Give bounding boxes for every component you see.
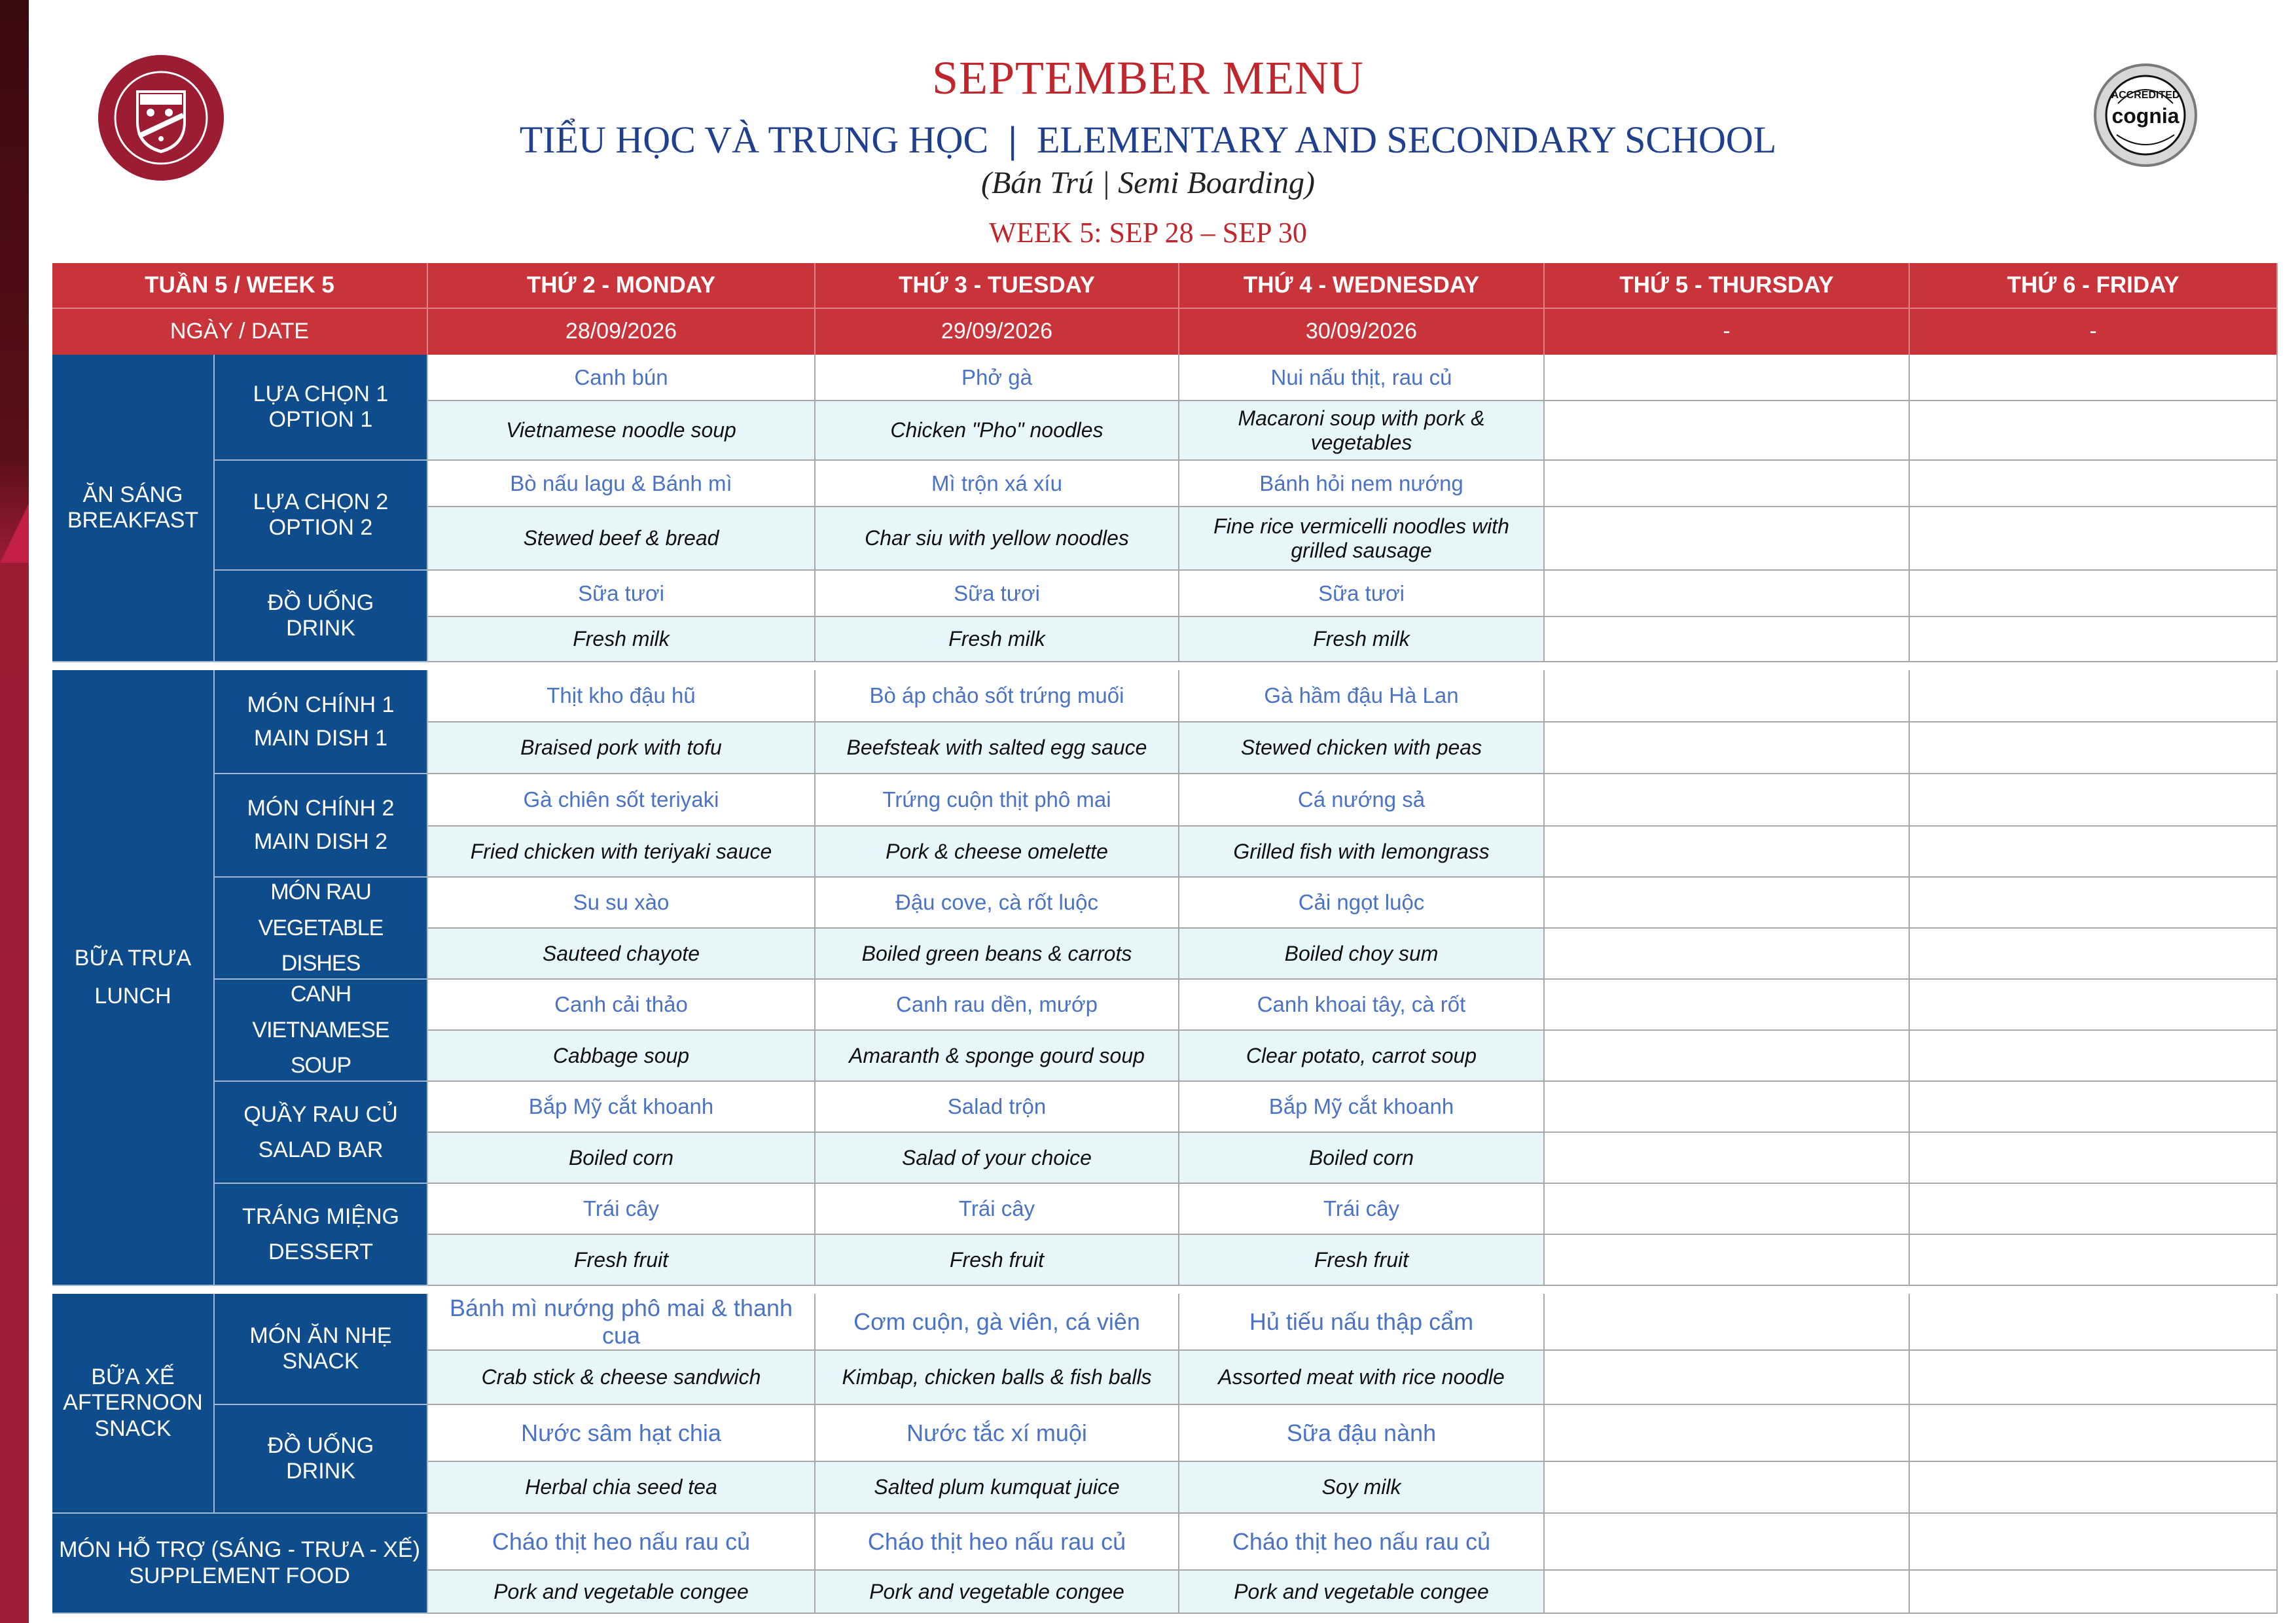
- empty-cell: [1910, 878, 2278, 929]
- dish-en: Kimbap, chicken balls & fish balls: [816, 1351, 1179, 1405]
- week-header: TUẦN 5 / WEEK 5: [52, 263, 428, 309]
- dish-vn: Cải ngọt luộc: [1179, 878, 1545, 929]
- dish-vn: Sữa tươi: [1179, 571, 1545, 617]
- dish-en: Boiled choy sum: [1179, 929, 1545, 980]
- dish-vn: Canh khoai tây, cà rốt: [1179, 980, 1545, 1031]
- dish-vn: Gà hầm đậu Hà Lan: [1179, 670, 1545, 722]
- subtitle-separator: |: [1008, 118, 1017, 161]
- category-breakfast-option-1: LỰA CHỌN 1 OPTION 1: [215, 355, 428, 461]
- empty-cell: [1545, 980, 1910, 1031]
- empty-cell: [1545, 571, 1910, 617]
- dish-vn: Cháo thịt heo nấu rau củ: [1179, 1514, 1545, 1571]
- dish-vn: Trứng cuộn thịt phô mai: [816, 774, 1179, 827]
- dish-vn: Sữa tươi: [428, 571, 816, 617]
- dish-en: Boiled corn: [428, 1133, 816, 1184]
- dish-vn: Canh bún: [428, 355, 816, 401]
- dish-en: Crab stick & cheese sandwich: [428, 1351, 816, 1405]
- subtitle-vietnamese: TIỂU HỌC VÀ TRUNG HỌC: [519, 118, 989, 161]
- dish-en: Macaroni soup with pork & vegetables: [1179, 401, 1545, 461]
- menu-table: [52, 263, 2278, 1614]
- dish-en: Salad of your choice: [816, 1133, 1179, 1184]
- empty-cell: [1910, 1351, 2278, 1405]
- empty-cell: [1545, 774, 1910, 827]
- day-header-monday: THỨ 2 - MONDAY: [428, 263, 816, 309]
- week-range: WEEK 5: SEP 28 – SEP 30: [989, 217, 1307, 249]
- empty-cell: [1910, 461, 2278, 507]
- dish-en: Boiled green beans & carrots: [816, 929, 1179, 980]
- dish-en: Soy milk: [1179, 1462, 1545, 1514]
- date-thursday: -: [1545, 309, 1910, 355]
- dish-vn: Nui nấu thịt, rau củ: [1179, 355, 1545, 401]
- dish-en: Fresh fruit: [816, 1235, 1179, 1286]
- dish-en: Fine rice vermicelli noodles with grilled sausage: [1179, 507, 1545, 571]
- dish-en: Assorted meat with rice noodle: [1179, 1351, 1545, 1405]
- empty-cell: [1910, 1133, 2278, 1184]
- day-header-tuesday: THỨ 3 - TUESDAY: [816, 263, 1179, 309]
- dish-en: Vietnamese noodle soup: [428, 401, 816, 461]
- empty-cell: [1545, 1462, 1910, 1514]
- dish-vn: Trái cây: [428, 1184, 816, 1235]
- empty-cell: [1910, 1405, 2278, 1462]
- empty-cell: [1910, 401, 2278, 461]
- empty-cell: [1910, 670, 2278, 722]
- empty-cell: [1910, 1462, 2278, 1514]
- dish-vn: Bò nấu lagu & Bánh mì: [428, 461, 816, 507]
- dish-en: Stewed chicken with peas: [1179, 722, 1545, 774]
- dish-vn: Bắp Mỹ cắt khoanh: [428, 1082, 816, 1133]
- empty-cell: [1910, 1571, 2278, 1614]
- empty-cell: [1545, 461, 1910, 507]
- dish-en: Fresh milk: [1179, 617, 1545, 662]
- category-vegetable-dishes: MÓN RAU VEGETABLE DISHES: [215, 878, 428, 980]
- dish-en: Char siu with yellow noodles: [816, 507, 1179, 571]
- dish-vn: Cá nướng sả: [1179, 774, 1545, 827]
- meal-label-supplement: MÓN HỖ TRỢ (SÁNG - TRƯA - XẾ) SUPPLEMENT FOOD: [52, 1514, 428, 1614]
- empty-cell: [1545, 1031, 1910, 1082]
- dish-en: Stewed beef & bread: [428, 507, 816, 571]
- boarding-label: (Bán Trú | Semi Boarding): [980, 166, 1316, 200]
- dish-en: Fresh milk: [816, 617, 1179, 662]
- empty-cell: [1910, 1031, 2278, 1082]
- date-header: NGÀY / DATE: [52, 309, 428, 355]
- dish-vn: Đậu cove, cà rốt luộc: [816, 878, 1179, 929]
- dish-en: Fried chicken with teriyaki sauce: [428, 827, 816, 878]
- category-snack: MÓN ĂN NHẸ SNACK: [215, 1294, 428, 1405]
- dish-vn: Trái cây: [816, 1184, 1179, 1235]
- empty-cell: [1910, 1082, 2278, 1133]
- dish-en: Pork & cheese omelette: [816, 827, 1179, 878]
- empty-cell: [1910, 827, 2278, 878]
- empty-cell: [1545, 1235, 1910, 1286]
- dish-vn: Hủ tiếu nấu thập cẩm: [1179, 1294, 1545, 1351]
- dish-vn: Cháo thịt heo nấu rau củ: [428, 1514, 816, 1571]
- dish-en: Boiled corn: [1179, 1133, 1545, 1184]
- dish-en: Pork and vegetable congee: [428, 1571, 816, 1614]
- meal-label-snack: BỮA XẾ AFTERNOON SNACK: [52, 1294, 215, 1514]
- page-title: SEPTEMBER MENU: [931, 52, 1365, 104]
- dish-en: Pork and vegetable congee: [816, 1571, 1179, 1614]
- empty-cell: [1545, 929, 1910, 980]
- dish-vn: Nước sâm hạt chia: [428, 1405, 816, 1462]
- dish-vn: Salad trộn: [816, 1082, 1179, 1133]
- dish-vn: Bánh mì nướng phô mai & thanh cua: [428, 1294, 816, 1351]
- empty-cell: [1910, 980, 2278, 1031]
- dish-en: Clear potato, carrot soup: [1179, 1031, 1545, 1082]
- dish-en: Salted plum kumquat juice: [816, 1462, 1179, 1514]
- empty-cell: [1910, 507, 2278, 571]
- empty-cell: [1910, 1294, 2278, 1351]
- date-wednesday: 30/09/2026: [1179, 309, 1545, 355]
- empty-cell: [1910, 929, 2278, 980]
- category-breakfast-drink: ĐỒ UỐNG DRINK: [215, 571, 428, 662]
- empty-cell: [1545, 1405, 1910, 1462]
- dish-en: Fresh milk: [428, 617, 816, 662]
- category-vietnamese-soup: CANH VIETNAMESE SOUP: [215, 980, 428, 1082]
- category-breakfast-option-2: LỰA CHỌN 2 OPTION 2: [215, 461, 428, 571]
- svg-text:cognia: cognia: [2111, 104, 2179, 128]
- date-monday: 28/09/2026: [428, 309, 816, 355]
- empty-cell: [1545, 1294, 1910, 1351]
- empty-cell: [1545, 670, 1910, 722]
- day-header-thursday: THỨ 5 - THURSDAY: [1545, 263, 1910, 309]
- empty-cell: [1545, 1351, 1910, 1405]
- empty-cell: [1910, 571, 2278, 617]
- dish-vn: Gà chiên sốt teriyaki: [428, 774, 816, 827]
- dish-vn: Mì trộn xá xíu: [816, 461, 1179, 507]
- subtitle-english: ELEMENTARY AND SECONDARY SCHOOL: [1037, 118, 1777, 161]
- left-band-notch: [0, 504, 29, 563]
- empty-cell: [1545, 1184, 1910, 1235]
- empty-cell: [1545, 1082, 1910, 1133]
- dish-vn: Sữa tươi: [816, 571, 1179, 617]
- dish-vn: Sữa đậu nành: [1179, 1405, 1545, 1462]
- empty-cell: [1545, 1571, 1910, 1614]
- dish-en: Cabbage soup: [428, 1031, 816, 1082]
- dish-en: Chicken "Pho" noodles: [816, 401, 1179, 461]
- empty-cell: [1545, 1133, 1910, 1184]
- category-snack-drink: ĐỒ UỐNG DRINK: [215, 1405, 428, 1514]
- dish-vn: Thịt kho đậu hũ: [428, 670, 816, 722]
- dish-vn: Su su xào: [428, 878, 816, 929]
- category-dessert: TRÁNG MIỆNG DESSERT: [215, 1184, 428, 1286]
- empty-cell: [1545, 507, 1910, 571]
- meal-label-lunch: BỮA TRƯA LUNCH: [52, 670, 215, 1286]
- date-tuesday: 29/09/2026: [816, 309, 1179, 355]
- empty-cell: [1910, 355, 2278, 401]
- dish-vn: Cơm cuộn, gà viên, cá viên: [816, 1294, 1179, 1351]
- empty-cell: [1910, 1184, 2278, 1235]
- dish-vn: Phở gà: [816, 355, 1179, 401]
- empty-cell: [1545, 827, 1910, 878]
- empty-cell: [1545, 355, 1910, 401]
- empty-cell: [1545, 401, 1910, 461]
- dish-vn: Trái cây: [1179, 1184, 1545, 1235]
- page-subtitle: [0, 118, 2296, 162]
- dish-vn: Bò áp chảo sốt trứng muối: [816, 670, 1179, 722]
- category-salad-bar: QUẦY RAU CỦ SALAD BAR: [215, 1082, 428, 1184]
- dish-en: Fresh fruit: [1179, 1235, 1545, 1286]
- dish-vn: Canh cải thảo: [428, 980, 816, 1031]
- svg-text:ACCREDITED: ACCREDITED: [2111, 90, 2180, 101]
- dish-en: Beefsteak with salted egg sauce: [816, 722, 1179, 774]
- empty-cell: [1910, 1514, 2278, 1571]
- empty-cell: [1910, 722, 2278, 774]
- dish-en: Sauteed chayote: [428, 929, 816, 980]
- dish-vn: Cháo thịt heo nấu rau củ: [816, 1514, 1179, 1571]
- dish-en: Grilled fish with lemongrass: [1179, 827, 1545, 878]
- dish-en: Herbal chia seed tea: [428, 1462, 816, 1514]
- dish-en: Amaranth & sponge gourd soup: [816, 1031, 1179, 1082]
- date-friday: -: [1910, 309, 2278, 355]
- dish-vn: Bắp Mỹ cắt khoanh: [1179, 1082, 1545, 1133]
- empty-cell: [1910, 1235, 2278, 1286]
- dish-vn: Canh rau dền, mướp: [816, 980, 1179, 1031]
- day-header-wednesday: THỨ 4 - WEDNESDAY: [1179, 263, 1545, 309]
- category-main-dish-1: MÓN CHÍNH 1 MAIN DISH 1: [215, 670, 428, 774]
- empty-cell: [1545, 1514, 1910, 1571]
- dish-vn: Bánh hỏi nem nướng: [1179, 461, 1545, 507]
- empty-cell: [1545, 878, 1910, 929]
- empty-cell: [1545, 722, 1910, 774]
- empty-cell: [1545, 617, 1910, 662]
- dish-en: Pork and vegetable congee: [1179, 1571, 1545, 1614]
- dish-en: Braised pork with tofu: [428, 722, 816, 774]
- category-main-dish-2: MÓN CHÍNH 2 MAIN DISH 2: [215, 774, 428, 878]
- empty-cell: [1910, 617, 2278, 662]
- day-header-friday: THỨ 6 - FRIDAY: [1910, 263, 2278, 309]
- empty-cell: [1910, 774, 2278, 827]
- dish-en: Fresh fruit: [428, 1235, 816, 1286]
- dish-vn: Nước tắc xí muội: [816, 1405, 1179, 1462]
- meal-label-breakfast: ĂN SÁNG BREAKFAST: [52, 355, 215, 662]
